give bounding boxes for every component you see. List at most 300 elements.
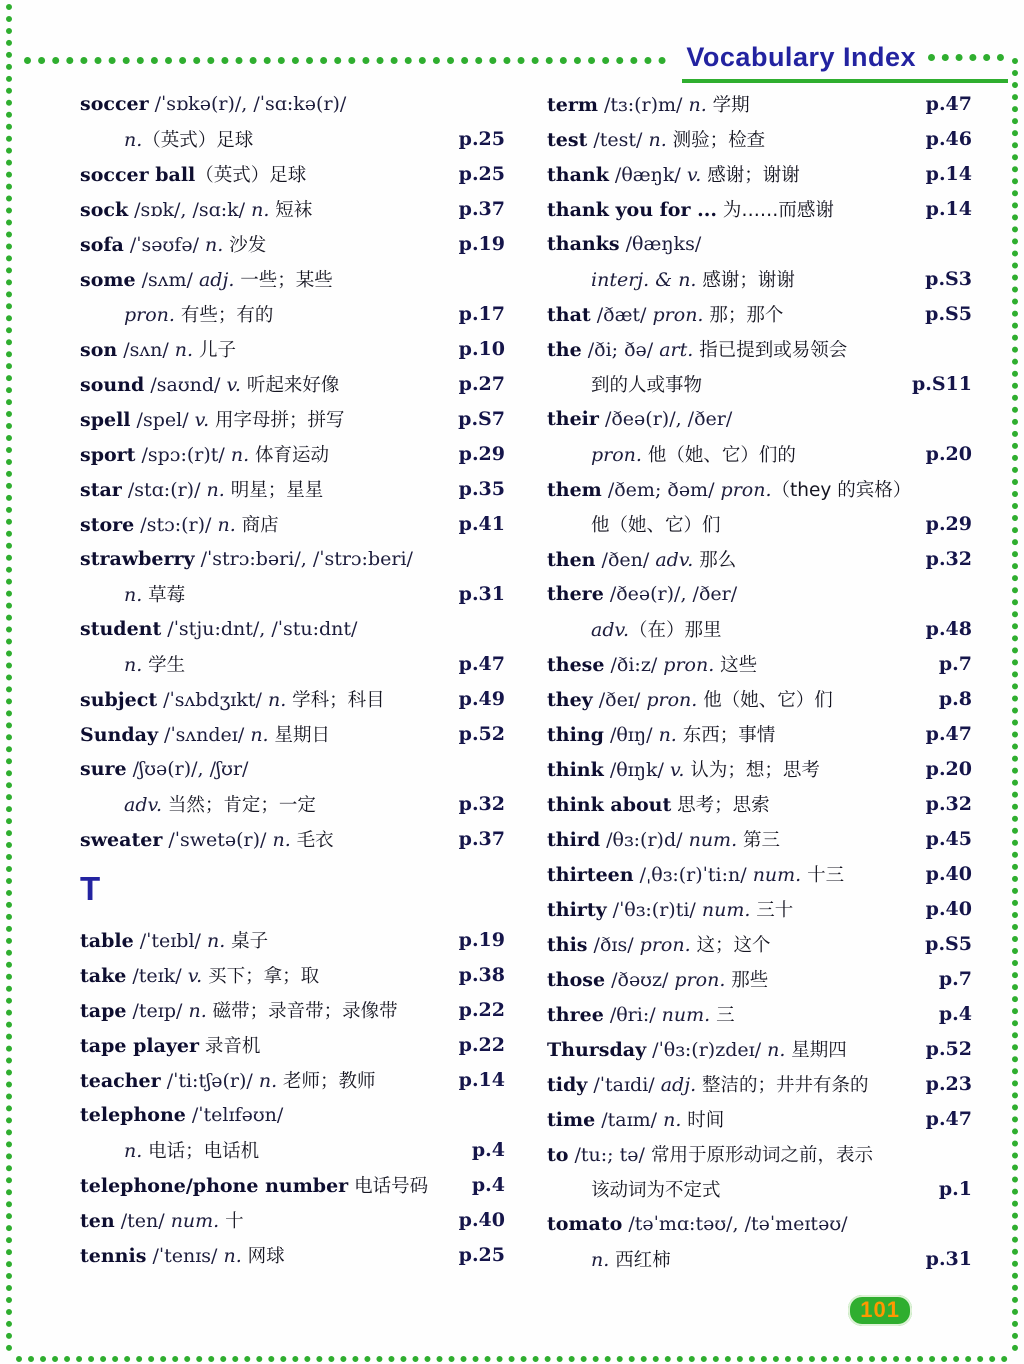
chinese-gloss: 整洁的；井井有条的 (696, 1074, 869, 1096)
headword: sofa (80, 233, 124, 256)
chinese-gloss: （英式）足球 (195, 164, 307, 186)
page-ref: p.47 (925, 1107, 972, 1130)
page-ref: p.7 (938, 652, 972, 675)
entry-line (547, 506, 972, 541)
entry-text (80, 548, 413, 570)
entry-text (547, 126, 765, 152)
headword: Sunday (80, 723, 158, 746)
phonetic: /tu:; tə/ (568, 1143, 651, 1166)
page-ref: p.47 (458, 652, 505, 675)
headword: think about (547, 793, 672, 816)
phonetic: /ˈθɜ:(r)ti/ (606, 898, 702, 921)
right-border-dots (1012, 58, 1018, 1352)
entry-line (547, 716, 972, 751)
entry-text (547, 233, 701, 255)
entry-line (80, 992, 505, 1027)
phonetic: /ðəʊz/ (605, 968, 675, 991)
entry-text (547, 546, 736, 572)
phonetic: /ˈsʌbdʒɪkt/ (157, 688, 268, 711)
page-ref: p.14 (925, 197, 972, 220)
entry-line (80, 576, 505, 611)
entry-text (547, 161, 800, 187)
part-of-speech: adv. (124, 793, 163, 816)
phonetic: /teɪp/ (126, 999, 189, 1022)
chinese-gloss: 三 (710, 1004, 735, 1026)
entry-line (547, 646, 972, 681)
header-dots-left (24, 57, 666, 64)
entry-text (124, 1137, 259, 1163)
headword: those (547, 968, 606, 991)
page-ref: p.25 (458, 127, 505, 150)
headword: store (80, 513, 135, 536)
index-content (80, 86, 972, 1276)
page-ref: p.4 (471, 1138, 505, 1161)
phonetic: /ðen/ (595, 548, 656, 571)
entry-line (80, 401, 505, 436)
entry-line (547, 191, 972, 226)
part-of-speech: n. (688, 93, 707, 116)
chinese-gloss: 该动词为不定式 (591, 1179, 721, 1201)
headword: thank you for ... (547, 198, 717, 221)
entry-line (80, 191, 505, 226)
headword: soccer ball (80, 163, 196, 186)
part-of-speech: num. (661, 1003, 711, 1026)
entry-text (547, 826, 780, 852)
page-ref: p.52 (458, 722, 505, 745)
headword: soccer (80, 92, 149, 115)
chinese-gloss: 老师；教师 (277, 1070, 376, 1092)
entry-line (80, 506, 505, 541)
entry-text (124, 791, 316, 817)
entry-line (547, 436, 972, 471)
chinese-gloss: 体育运动 (249, 444, 330, 466)
entry-line (80, 1167, 505, 1202)
page-ref: p.37 (458, 197, 505, 220)
chinese-gloss: 电话；电话机 (142, 1140, 260, 1162)
phonetic: /ðeə(r)/, /ðer/ (598, 407, 733, 430)
entry-text (591, 266, 795, 292)
phonetic: /θɜ:(r)d/ (600, 828, 689, 851)
phonetic: /stɔ:(r)/ (134, 513, 218, 536)
entry-line (547, 821, 972, 856)
page-ref: p.41 (458, 512, 505, 535)
entry-text (80, 93, 346, 115)
headword: son (80, 338, 118, 361)
entry-text (547, 408, 732, 430)
entry-line (80, 821, 505, 856)
headword: sock (80, 198, 129, 221)
entry-text (591, 1246, 671, 1272)
phonetic: /ten/ (114, 1209, 171, 1232)
page-ref: p.14 (458, 1068, 505, 1091)
left-column (80, 86, 505, 1276)
chinese-gloss: 磁带；录音带；录像带 (206, 1000, 398, 1022)
chinese-gloss: 有些；有的 (174, 304, 274, 326)
part-of-speech: n. (258, 1069, 278, 1092)
entry-line (547, 891, 972, 926)
phonetic: /test/ (587, 128, 649, 151)
part-of-speech: pron. (646, 688, 698, 711)
entry-line (80, 1027, 505, 1062)
page-ref: p.8 (938, 687, 972, 710)
section-letter: T (80, 870, 101, 907)
part-of-speech: v. (669, 758, 685, 781)
entry-line (80, 121, 505, 156)
phonetic: /sɒk/, /sɑ:k/ (128, 198, 252, 221)
chinese-gloss: 那；那个 (703, 304, 784, 326)
part-of-speech: n. (217, 513, 236, 536)
headword: ten (80, 1209, 115, 1232)
entry-line (80, 226, 505, 261)
part-of-speech: n. (767, 1038, 786, 1061)
chinese-gloss: 常用于原形动词之前，表示 (650, 1144, 873, 1166)
headword: tidy (547, 1073, 588, 1096)
part-of-speech: pron. (652, 303, 704, 326)
part-of-speech: n. (251, 198, 270, 221)
headword: time (547, 1108, 596, 1131)
page-ref: p.45 (925, 827, 972, 850)
page-ref: p.32 (925, 547, 972, 570)
phonetic: /ˈtenɪs/ (146, 1244, 224, 1267)
entry-text (80, 371, 339, 397)
part-of-speech: n. (272, 828, 291, 851)
entry-line (547, 226, 972, 261)
entry-text (80, 1172, 428, 1198)
chinese-gloss: 东西；事情 (676, 724, 776, 746)
entry-text (547, 476, 911, 502)
left-border-dots (6, 4, 12, 1352)
phonetic: /teɪk/ (126, 964, 188, 987)
headword: sound (80, 373, 145, 396)
headword: them (547, 478, 602, 501)
bottom-border-dots (16, 1356, 1008, 1362)
part-of-speech: n. (223, 1244, 242, 1267)
phonetic: /ʃʊə(r)/, /ʃʊr/ (126, 757, 249, 780)
entry-line (80, 751, 505, 786)
entry-text (80, 721, 330, 747)
folio-page-number: 101 (848, 1295, 912, 1326)
entry-line (547, 1206, 972, 1241)
chinese-gloss: 测验；检查 (666, 129, 766, 151)
entry-text (547, 1036, 847, 1062)
chinese-gloss: 当然；肯定；一定 (162, 794, 316, 816)
header (24, 42, 1008, 79)
chinese-gloss: 一些；某些 (234, 269, 333, 291)
entry-text (547, 651, 757, 677)
entry-line (547, 1136, 972, 1171)
phonetic: /ði:z/ (604, 653, 664, 676)
entry-line (80, 1132, 505, 1167)
phonetic: /θɪŋk/ (603, 758, 670, 781)
part-of-speech: n. (663, 1108, 682, 1131)
phonetic: /ˈsʌndeɪ/ (158, 723, 251, 746)
chinese-gloss: 时间 (681, 1109, 725, 1131)
part-of-speech: n. (206, 478, 225, 501)
chinese-gloss: 桌子 (225, 930, 269, 952)
entry-line (547, 331, 972, 366)
entry-text (80, 476, 323, 502)
entry-line (547, 1171, 972, 1206)
phonetic: /tɜ:(r)m/ (597, 93, 689, 116)
entry-text (547, 1001, 735, 1027)
entry-line (80, 681, 505, 716)
part-of-speech: adv. (655, 548, 694, 571)
entry-text (547, 1106, 724, 1132)
phonetic: /ðem; ðəm/ (601, 478, 721, 501)
phonetic: /ðeɪ/ (592, 688, 647, 711)
part-of-speech: n. (174, 338, 194, 361)
headword: telephone/phone number (80, 1174, 349, 1197)
entry-line (547, 856, 972, 891)
part-of-speech: n. (205, 233, 224, 256)
part-of-speech: pron. (720, 478, 772, 501)
entry-line (80, 786, 505, 821)
part-of-speech: n. (207, 929, 226, 952)
chinese-gloss: 学生 (142, 654, 186, 676)
entry-line (547, 611, 972, 646)
entry-text (591, 1176, 721, 1202)
part-of-speech: pron. (639, 933, 691, 956)
headword: some (80, 268, 136, 291)
chinese-gloss: 认为；想；思考 (684, 759, 820, 781)
page-ref: p.22 (458, 998, 505, 1021)
part-of-speech: v. (686, 163, 702, 186)
headword: thing (547, 723, 604, 746)
entry-text (80, 161, 306, 187)
chinese-gloss: 他（她、它）们 (697, 689, 833, 711)
part-of-speech: pron. (674, 968, 726, 991)
chinese-gloss: （they 的宾格） (771, 479, 912, 501)
entry-line (80, 261, 505, 296)
headword: thank (547, 163, 609, 186)
entry-text (124, 581, 185, 607)
page-ref: p.49 (458, 687, 505, 710)
headword: think (547, 758, 604, 781)
entry-line (547, 86, 972, 121)
entry-line (80, 296, 505, 331)
part-of-speech: pron. (591, 443, 642, 466)
entry-text (547, 196, 834, 222)
headword: spell (80, 408, 131, 431)
phonetic: /ˈsəʊfə/ (123, 233, 206, 256)
part-of-speech: n. (648, 128, 667, 151)
entry-text (80, 511, 279, 537)
phonetic: /θæŋks/ (619, 232, 702, 255)
entry-line (547, 681, 972, 716)
phonetic: /ˈswetə(r)/ (162, 828, 273, 851)
part-of-speech: n. (124, 1139, 143, 1162)
chinese-gloss: 西红柿 (609, 1249, 671, 1271)
entry-text (80, 997, 398, 1023)
entry-line (547, 786, 972, 821)
chinese-gloss: 沙发 (223, 234, 267, 256)
headword: to (547, 1143, 569, 1166)
phonetic: /spel/ (130, 408, 195, 431)
entry-line (547, 1101, 972, 1136)
phonetic: /θɪŋ/ (603, 723, 659, 746)
entry-text (547, 931, 771, 957)
phonetic: /ˈtaɪdi/ (587, 1073, 661, 1096)
chinese-gloss: 学科；科目 (286, 689, 385, 711)
entry-text (80, 618, 357, 640)
page-ref: p.32 (458, 792, 505, 815)
entry-line (80, 1097, 505, 1132)
phonetic: /ˌθɜ:(r)ˈti:n/ (633, 863, 753, 886)
chinese-gloss: 学期 (706, 94, 750, 116)
phonetic: /stɑ:(r)/ (121, 478, 207, 501)
entry-line (547, 1241, 972, 1276)
entry-line (547, 366, 972, 401)
entry-line (547, 996, 972, 1031)
page-ref: p.19 (458, 928, 505, 951)
page-ref: p.32 (925, 792, 972, 815)
entry-text (80, 927, 268, 953)
entry-text (591, 371, 702, 397)
header-dots-right (928, 54, 1004, 61)
page-ref: p.29 (458, 442, 505, 465)
chinese-gloss: 用字母拼；拼写 (209, 409, 345, 431)
page-ref: p.4 (938, 1002, 972, 1025)
page-ref: p.S5 (925, 302, 972, 325)
headword: tape (80, 999, 127, 1022)
phonetic: /ˈstrɔ:bəri/, /ˈstrɔ:beri/ (194, 547, 413, 570)
chinese-gloss: 指已提到或易领会 (693, 339, 848, 361)
page-ref: p.S5 (925, 932, 972, 955)
headword: student (80, 617, 162, 640)
page-ref: p.37 (458, 827, 505, 850)
phonetic: /ˈsɒkə(r)/, /ˈsɑ:kə(r)/ (148, 92, 347, 115)
headword: tape player (80, 1034, 200, 1057)
part-of-speech: adj. (198, 268, 235, 291)
entry-line (80, 1237, 505, 1272)
headword: Thursday (547, 1038, 647, 1061)
chinese-gloss: 到的人或事物 (591, 374, 703, 396)
entry-text (80, 231, 266, 257)
entry-line (547, 751, 972, 786)
entry-text (547, 301, 783, 327)
phonetic: /sʌn/ (117, 338, 175, 361)
entry-text (547, 791, 770, 817)
part-of-speech: n. (658, 723, 677, 746)
page-ref: p.40 (458, 1208, 505, 1231)
entry-text (80, 266, 333, 292)
entry-line (80, 471, 505, 506)
entry-line (80, 646, 505, 681)
headword: sport (80, 443, 136, 466)
chinese-gloss: 毛衣 (290, 829, 334, 851)
chinese-gloss: 草莓 (142, 584, 186, 606)
entry-text (124, 651, 185, 677)
entry-line (547, 576, 972, 611)
page-ref: p.29 (925, 512, 972, 535)
phonetic: /ˈθɜ:(r)zdeɪ/ (646, 1038, 768, 1061)
phonetic: /ˈteɪbl/ (133, 929, 207, 952)
page-ref: p.22 (458, 1033, 505, 1056)
phonetic: /saʊnd/ (144, 373, 227, 396)
chinese-gloss: （在）那里 (629, 619, 722, 641)
part-of-speech: n. (591, 1248, 610, 1271)
page-ref: p.17 (458, 302, 505, 325)
page-ref: p.1 (938, 1177, 972, 1200)
page-ref: p.40 (925, 897, 972, 920)
headword: test (547, 128, 588, 151)
page-ref: p.52 (925, 1037, 972, 1060)
phonetic: /ðæt/ (590, 303, 653, 326)
entry-line (80, 922, 505, 957)
headword: strawberry (80, 547, 195, 570)
entry-line (547, 541, 972, 576)
page-ref: p.47 (925, 92, 972, 115)
chinese-gloss: 第三 (737, 829, 780, 851)
title-underline (682, 42, 1008, 79)
entry-line (80, 156, 505, 191)
phonetic: /ðɪs/ (587, 933, 640, 956)
entry-text (80, 962, 319, 988)
part-of-speech: num. (170, 1209, 220, 1232)
chinese-gloss: 录音机 (199, 1035, 261, 1057)
page-title: Vocabulary Index (686, 42, 916, 72)
page-ref: p.7 (938, 967, 972, 990)
chinese-gloss: 那些 (725, 969, 769, 991)
entry-text (80, 336, 236, 362)
entry-text (547, 91, 750, 117)
part-of-speech: n. (124, 128, 143, 151)
entry-line (80, 1202, 505, 1237)
headword: this (547, 933, 588, 956)
page-ref: p.14 (925, 162, 972, 185)
part-of-speech: n. (124, 653, 143, 676)
headword: sweater (80, 828, 163, 851)
entry-line (547, 401, 972, 436)
page-ref: p.48 (925, 617, 972, 640)
part-of-speech: num. (701, 898, 751, 921)
page-ref: p.19 (458, 232, 505, 255)
page-ref: p.20 (925, 442, 972, 465)
headword: subject (80, 688, 158, 711)
headword: table (80, 929, 134, 952)
part-of-speech: v. (187, 964, 203, 987)
entry-line (80, 957, 505, 992)
headword: these (547, 653, 605, 676)
entry-text (547, 1141, 873, 1167)
entry-text (547, 896, 793, 922)
page-ref: p.20 (925, 757, 972, 780)
headword: take (80, 964, 127, 987)
entry-line (80, 716, 505, 751)
headword: third (547, 828, 601, 851)
phonetic: /ˈtelɪfəʊn/ (185, 1103, 284, 1126)
phonetic: /ˈstju:dnt/, /ˈstu:dnt/ (161, 617, 358, 640)
phonetic: /spɔ:(r)t/ (135, 443, 231, 466)
chinese-gloss: 儿子 (193, 339, 236, 361)
entry-text (591, 441, 796, 467)
entry-line (547, 471, 972, 506)
headword: tomato (547, 1212, 623, 1235)
entry-line (547, 1066, 972, 1101)
entry-text (80, 758, 248, 780)
headword: sure (80, 757, 127, 780)
entry-line (547, 121, 972, 156)
phonetic: /θæŋk/ (608, 163, 687, 186)
part-of-speech: adv. (591, 618, 630, 641)
entry-text (547, 336, 847, 362)
entry-text (80, 441, 329, 467)
entry-text (547, 756, 820, 782)
headword: three (547, 1003, 604, 1026)
headword: they (547, 688, 593, 711)
chinese-gloss: 思考；思索 (671, 794, 770, 816)
part-of-speech: n. (267, 688, 287, 711)
